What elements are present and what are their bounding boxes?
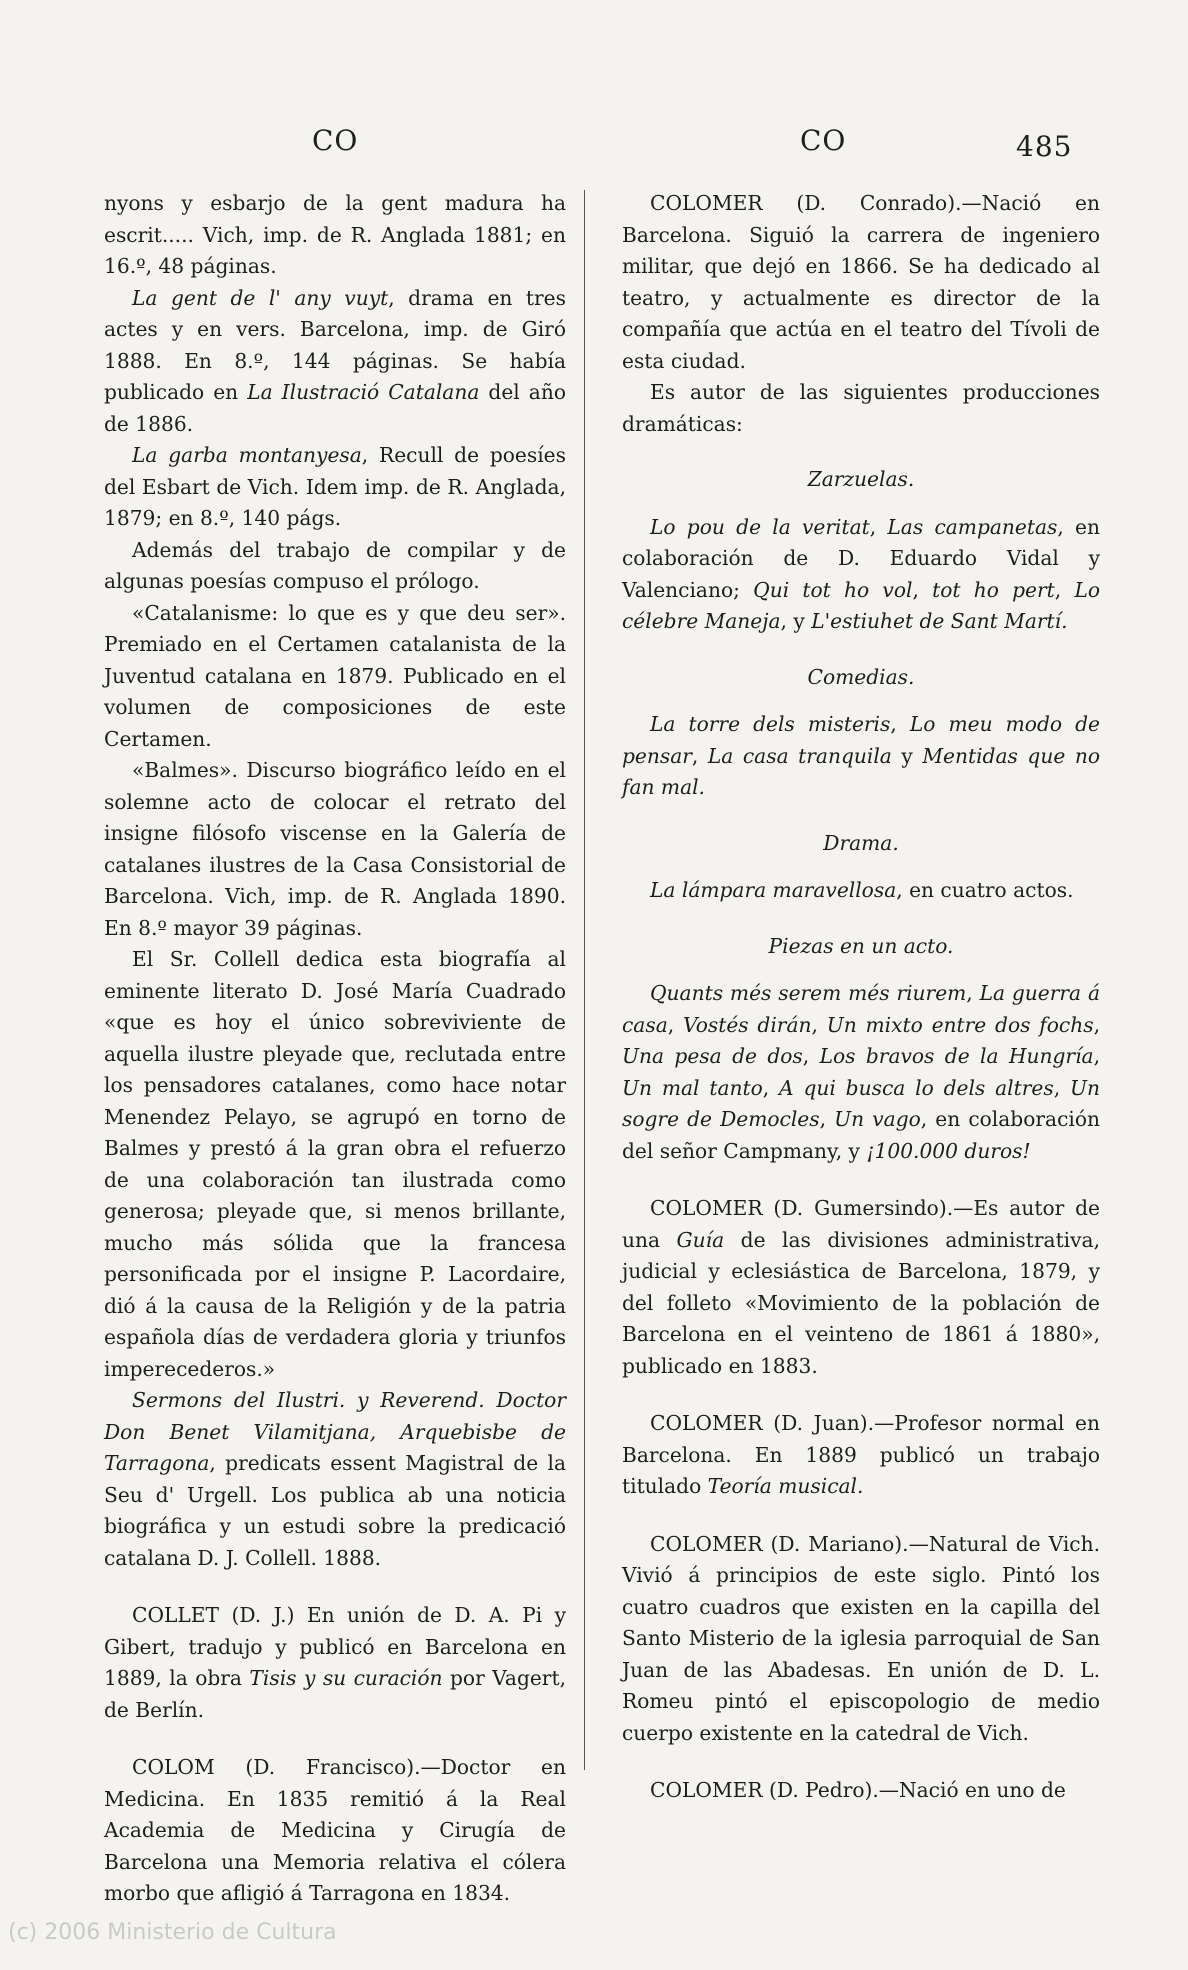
text-run: COLOMER (D. Juan).—Profesor normal en Barcelona. En 1889 publicó un trabajo titulado xyxy=(622,1411,1100,1498)
italic-title: Sermons del Ilustri. y Reverend. Doctor Don Benet Vilamitjana, Arquebisbe de Tarragona xyxy=(104,1388,566,1475)
text-run: , xyxy=(819,1107,835,1131)
text-run: «Balmes». Discurso biográfico leído en el solemne acto de colocar el retrato del insigne filósofo viscense en la Galería de catalanes ilustres de la Casa Consistorial de Barcelona. Vich, imp. de R. Anglada 1890. En 8.º mayor 39 páginas. xyxy=(104,758,566,940)
italic-title: Un mal tanto xyxy=(622,1075,763,1100)
paragraph xyxy=(622,1193,1100,1382)
section-heading: Zarzuelas. xyxy=(807,467,915,491)
text-run: por Vagert, de Berlín. xyxy=(104,1666,566,1722)
italic-title: Teoría musical. xyxy=(707,1474,864,1498)
text-run: de las divisiones administrativa, judicial y eclesiástica de Barcelona, 1879, y del folleto «Movimiento de la población de Barcelona en el veinteno de 1861 á 1880», publicado en 1883. xyxy=(622,1227,1100,1378)
paragraph xyxy=(104,1752,566,1910)
italic-title: Los bravos de la Hungría xyxy=(819,1044,1094,1068)
right-column xyxy=(622,188,1100,1807)
paragraph xyxy=(622,377,1100,440)
italic-title: ¡100.000 duros! xyxy=(866,1138,1031,1163)
text-run: , predicats essent Magistral de la Seu d' Urgell. Los publica ab una noticia biográfica y un estudi sobre la predicació catalana D. J. Collell. 1888. xyxy=(104,1451,566,1570)
text-run: , xyxy=(667,1012,683,1037)
paragraph xyxy=(104,598,566,756)
text-run: COLLET (D. J.) En unión de D. A. Pi y Gibert, tradujo y publicó en Barcelona en 1889, la obra xyxy=(104,1603,566,1690)
text-run: , xyxy=(966,981,980,1005)
text-run: , xyxy=(869,514,888,539)
text-run: , Recull de poesíes del Esbart de Vich. Idem imp. de R. Anglada, 1879; en 8.º, 140 págs. xyxy=(104,443,566,530)
italic-title: La casa tranquila xyxy=(707,743,892,768)
running-head-left: CO xyxy=(312,124,359,157)
running-head-right: CO xyxy=(800,124,847,157)
text-run: , drama en tres actes y en vers. Barcelona, imp. de Giró 1888. En 8.º, 144 páginas. Se había publicado en xyxy=(104,285,566,404)
text-run: , xyxy=(802,1044,820,1068)
text-run: del año de 1886. xyxy=(104,380,566,436)
italic-title: Mentidas que no fan mal. xyxy=(622,743,1100,799)
italic-title: Las campanetas xyxy=(887,514,1058,539)
paragraph xyxy=(622,1408,1100,1503)
text-run: , en colaboración del señor Campmany, y xyxy=(622,1107,1100,1163)
text-run: , xyxy=(1053,1075,1070,1100)
text-run: , xyxy=(1093,1012,1100,1037)
italic-title: Un vago xyxy=(834,1107,921,1131)
text-run: «Catalanisme: lo que es y que deu ser». Premiado en el Certamen catalanista de la Juventud catalana en 1879. Publicado en el volumen de composiciones de este Certamen. xyxy=(104,600,566,751)
section-heading: Comedias. xyxy=(807,664,915,689)
italic-title: La garba montanyesa xyxy=(132,443,362,467)
italic-title: La Ilustració Catalana xyxy=(247,380,480,404)
paragraph xyxy=(104,1600,566,1726)
paragraph xyxy=(622,1775,1100,1807)
italic-title: La gent de l' any vuyt xyxy=(132,285,389,310)
text-run: nyons y esbarjo de la gent madura ha escrit..... Vich, imp. de R. Anglada 1881; en 16.º, 48 páginas. xyxy=(104,191,566,278)
italic-title: Una pesa de dos xyxy=(622,1044,803,1068)
italic-title: Lo pou de la veritat xyxy=(650,514,870,539)
paragraph xyxy=(104,944,566,1385)
paragraph xyxy=(104,755,566,944)
paragraph xyxy=(622,1529,1100,1750)
section-heading: Drama. xyxy=(823,830,899,855)
paragraph xyxy=(104,188,566,283)
paragraph xyxy=(104,1385,566,1574)
italic-title: A qui busca lo dels altres xyxy=(779,1075,1054,1100)
text-run: , y xyxy=(780,609,812,633)
paragraph xyxy=(622,875,1100,907)
italic-title: Qui tot ho vol xyxy=(753,577,913,602)
text-run: , xyxy=(890,712,910,736)
text-run: , en cuatro actos. xyxy=(896,878,1074,902)
copyright-watermark: (c) 2006 Ministerio de Cultura xyxy=(8,1920,337,1945)
text-run: , xyxy=(1054,577,1075,602)
text-run: y xyxy=(891,743,923,768)
page-number: 485 xyxy=(1016,130,1073,163)
text-run: , en colaboración de D. Eduardo Vidal y Valenciano; xyxy=(622,514,1100,602)
text-run: COLOMER (D. Conrado).—Nació en Barcelona. Siguió la carrera de ingeniero militar, que dejó en 1866. Se ha dedicado al teatro, y actualmente es director de la compañía que actúa en el teatro del Tívoli de esta ciudad. xyxy=(622,191,1100,373)
paragraph xyxy=(622,188,1100,377)
italic-title: Lo meu modo de pensar xyxy=(622,712,1100,768)
text-run: , xyxy=(762,1075,780,1100)
italic-title: Un mixto entre dos fochs xyxy=(826,1012,1094,1037)
text-run: , xyxy=(912,577,933,602)
italic-title: Guía xyxy=(676,1227,725,1252)
paragraph xyxy=(622,512,1100,638)
paragraph xyxy=(104,283,566,441)
italic-title: Tisis y su curación xyxy=(249,1666,443,1690)
paragraph xyxy=(622,978,1100,1167)
text-run: Además del trabajo de compilar y de algunas poesías compuso el prólogo. xyxy=(104,537,566,593)
italic-title: Quants més serem més riurem xyxy=(650,981,967,1005)
paragraph xyxy=(622,709,1100,804)
text-run: COLOMER (D. Mariano).—Natural de Vich. Vivió á principios de este siglo. Pintó los cuatro cuadros que existen en la capilla del Santo Misterio de la iglesia parroquial de San Juan de las Abadesas. En unión de D. L. Romeu pintó el episcopologio de medio cuerpo existente en la catedral de Vich. xyxy=(622,1531,1100,1745)
column-divider xyxy=(584,190,585,1770)
text-run: COLOMER (D. Gumersindo).—Es autor de una xyxy=(622,1196,1100,1252)
text-run: Es autor de las siguientes producciones dramáticas: xyxy=(622,380,1100,436)
italic-title: tot ho pert xyxy=(932,577,1055,602)
text-run: , xyxy=(691,743,708,768)
italic-title: Un sogre de Democles xyxy=(622,1075,1100,1131)
italic-title: La guerra á casa xyxy=(622,981,1100,1037)
text-run: El Sr. Collell dedica esta biografía al eminente literato D. José María Cuadrado «que es hoy el único sobreviviente de aquella ilustre pleyade que, reclutada entre los pensadores catalanes, como hace notar Menendez Pelayo, se agrupó en torno de Balmes y prestó á la gran obra el refuerzo de una colaboración tan ilustrada como generosa; pleyade que, si menos brillante, mucho más sólida que la francesa personificada por el insigne P. Lacordaire, dió á la causa de la Religión y de la patria española días de verdadera gloria y triunfos imperecederos.» xyxy=(104,947,566,1381)
italic-title: La lámpara maravellosa xyxy=(650,878,897,902)
text-run: COLOMER (D. Pedro).—Nació en uno de xyxy=(650,1778,1066,1802)
text-run: COLOM (D. Francisco).—Doctor en Medicina. En 1835 remitió á la Real Academia de Medicina y Cirugía de Barcelona una Memoria relativa el cólera morbo que afligió á Tarragona en 1834. xyxy=(104,1755,566,1905)
text-run: , xyxy=(1093,1044,1101,1068)
paragraph xyxy=(104,535,566,598)
text-run: , xyxy=(811,1012,827,1037)
left-column xyxy=(104,188,566,1910)
paragraph xyxy=(104,440,566,535)
italic-title: L'estiuhet de Sant Martí. xyxy=(811,609,1068,633)
italic-title: Lo célebre Maneja xyxy=(622,577,1101,633)
section-heading: Piezas en un acto. xyxy=(768,933,954,958)
italic-title: Vostés dirán xyxy=(682,1012,812,1037)
italic-title: La torre dels misteris xyxy=(650,712,891,736)
